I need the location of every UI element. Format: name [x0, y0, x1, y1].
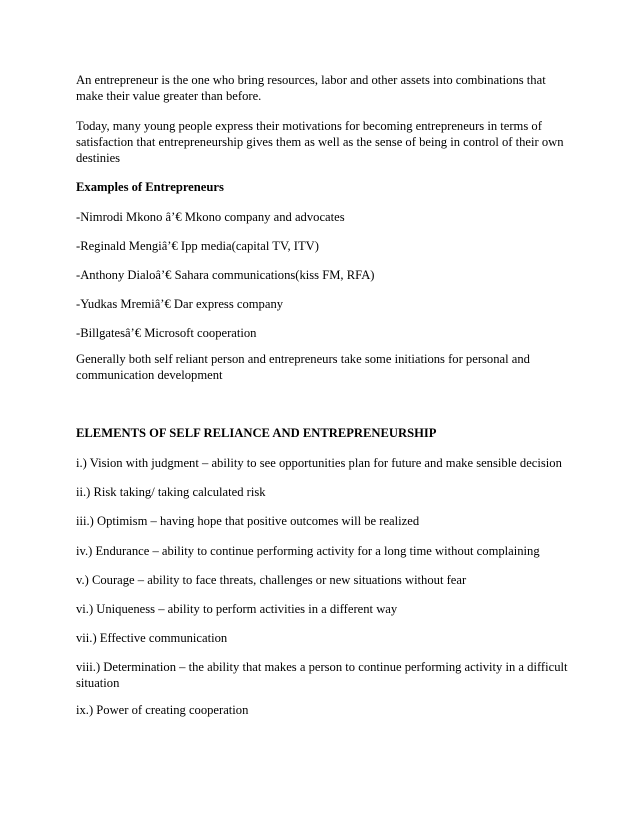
list-item: -Reginald Mengiâ’€ Ipp media(capital TV, ITV): [76, 239, 319, 253]
list-item: iv.) Endurance – ability to continue performing activity for a long time without complaining: [76, 544, 540, 558]
list-item: viii.) Determination – the ability that makes a person to continue performing activity in a difficult situation: [76, 660, 568, 690]
list-item: -Nimrodi Mkono â’€ Mkono company and advocates: [76, 210, 345, 224]
list-item: ix.) Power of creating cooperation: [76, 703, 249, 717]
list-item: vi.) Uniqueness – ability to perform activities in a different way: [76, 602, 398, 616]
section-heading-elements: ELEMENTS OF SELF RELIANCE AND ENTREPRENEURSHIP: [76, 426, 437, 440]
list-item: ii.) Risk taking/ taking calculated risk: [76, 485, 266, 499]
intro-paragraph: Today, many young people express their motivations for becoming entrepreneurs in terms of satisfaction that entrepreneurship gives them as well as the sense of being in control of their own destinies: [76, 119, 564, 165]
list-item: v.) Courage – ability to face threats, challenges or new situations without fear: [76, 573, 467, 587]
intro-paragraph: An entrepreneur is the one who bring resources, labor and other assets into combinations that make their value greater than before.: [76, 73, 546, 103]
list-item: iii.) Optimism – having hope that positive outcomes will be realized: [76, 514, 420, 528]
list-item: vii.) Effective communication: [76, 631, 228, 645]
list-item: -Yudkas Mremiâ’€ Dar express company: [76, 297, 284, 311]
section-heading-examples: Examples of Entrepreneurs: [76, 180, 224, 194]
closing-paragraph: Generally both self reliant person and entrepreneurs take some initiations for personal and communication development: [76, 352, 530, 382]
list-item: -Anthony Dialoâ’€ Sahara communications(kiss FM, RFA): [76, 268, 375, 282]
list-item: i.) Vision with judgment – ability to see opportunities plan for future and make sensible decision: [76, 456, 562, 470]
list-item: -Billgatesâ’€ Microsoft cooperation: [76, 326, 257, 340]
